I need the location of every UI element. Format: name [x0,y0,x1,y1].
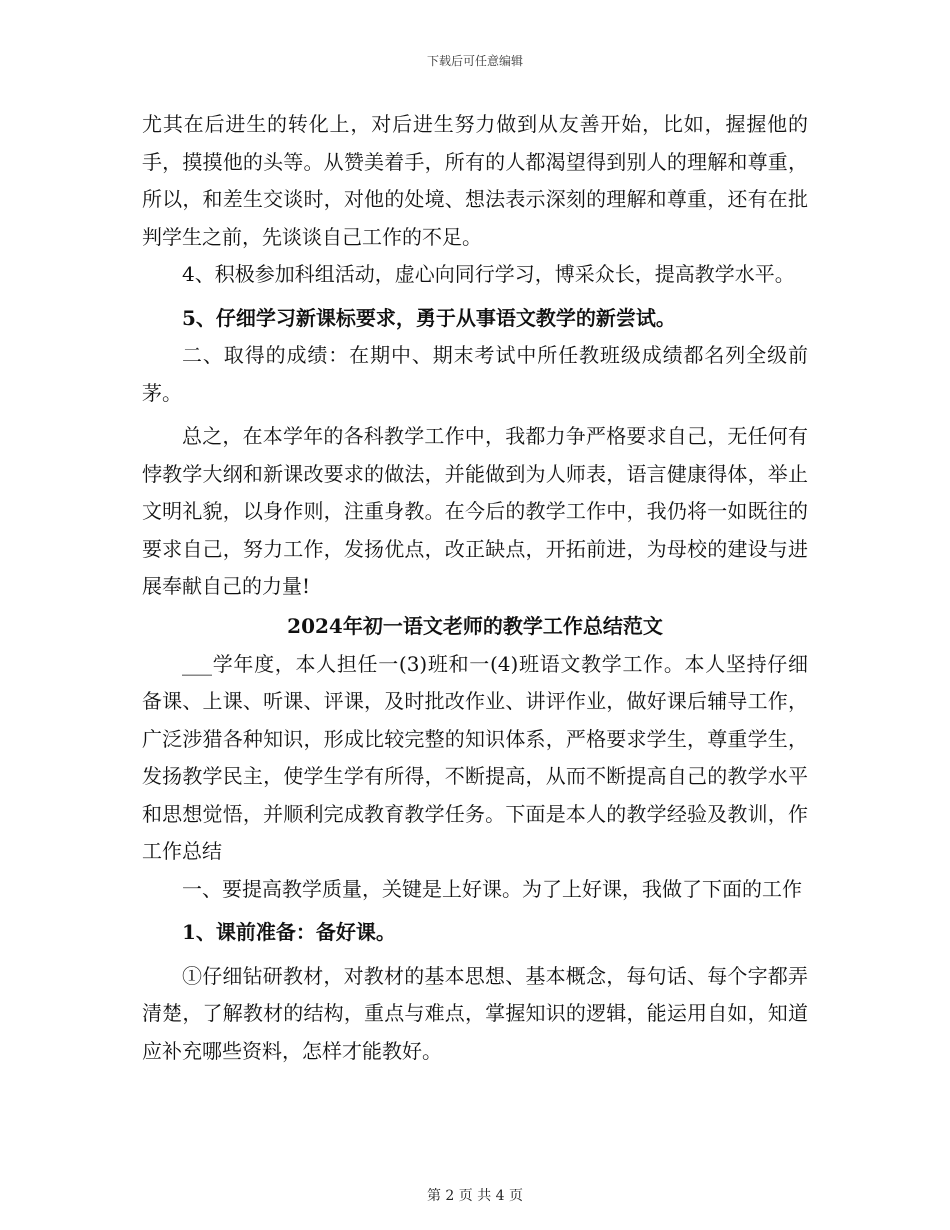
paragraph-intro: ___学年度，本人担任一(3)班和一(4)班语文教学工作。本人坚持仔细备课、上课、听课、评课，及时批改作业、讲评作业，做好课后辅导工作，广泛涉猎各种知识，形成比较完整的知识体系，严格要求学生，尊重学生，发扬教学民主，使学生学有所得，不断提高，从而不断提高自己的教学水平和思想觉悟，并顺利完成教育教学任务。下面是本人的教学经验及教训，作工作总结 [142,651,808,863]
paragraph-achievements: 二、取得的成绩：在期中、期末考试中所任教班级成绩都名列全级前茅。 [142,343,808,405]
page-footer: 第 2 页 共 4 页 [426,1188,524,1204]
page-header: 下载后可任意编辑 [426,54,523,68]
paragraph-point-1: 一、要提高教学质量，关键是上好课。为了上好课，我做了下面的工作 [182,876,802,901]
paragraph-subheading-prep: 1、课前准备：备好课。 [182,920,396,944]
paragraph-item-4: 4、积极参加科组活动，虚心向同行学习，博采众长，提高教学水平。 [182,262,795,286]
paragraph-prep-detail: ①仔细钻研教材，对教材的基本思想、基本概念，每句话、每个字都弄清楚，了解教材的结构，重点与难点，掌握知识的逻辑，能运用自如，知道应补充哪些资料，怎样才能教好。 [142,963,808,1063]
paragraph-conclusion: 总之，在本学年的各科教学工作中，我都力争严格要求自己，无任何有悖教学大纲和新课改要求的做法，并能做到为人师表，语言健康得体，举止文明礼貌，以身作则，注重身教。在今后的教学工作中，我仍将一如既往的要求自己，努力工作，发扬优点，改正缺点，开拓前进，为母校的建设与进展奉献自己的力量! [142,424,808,598]
document-body [142,106,808,1070]
paragraph-item-5: 5、仔细学习新课标要求，勇于从事语文教学的新尝试。 [182,305,676,330]
section-title: 2024年初一语文老师的教学工作总结范文 [287,613,663,638]
paragraph-continuation: 尤其在后进生的转化上，对后进生努力做到从友善开始，比如，握握他的手，摸摸他的头等。从赞美着手，所有的人都渴望得到别人的理解和尊重，所以，和差生交谈时，对他的处境、想法表示深刻的理解和尊重，还有在批判学生之前，先谈谈自己工作的不足。 [142,112,808,249]
